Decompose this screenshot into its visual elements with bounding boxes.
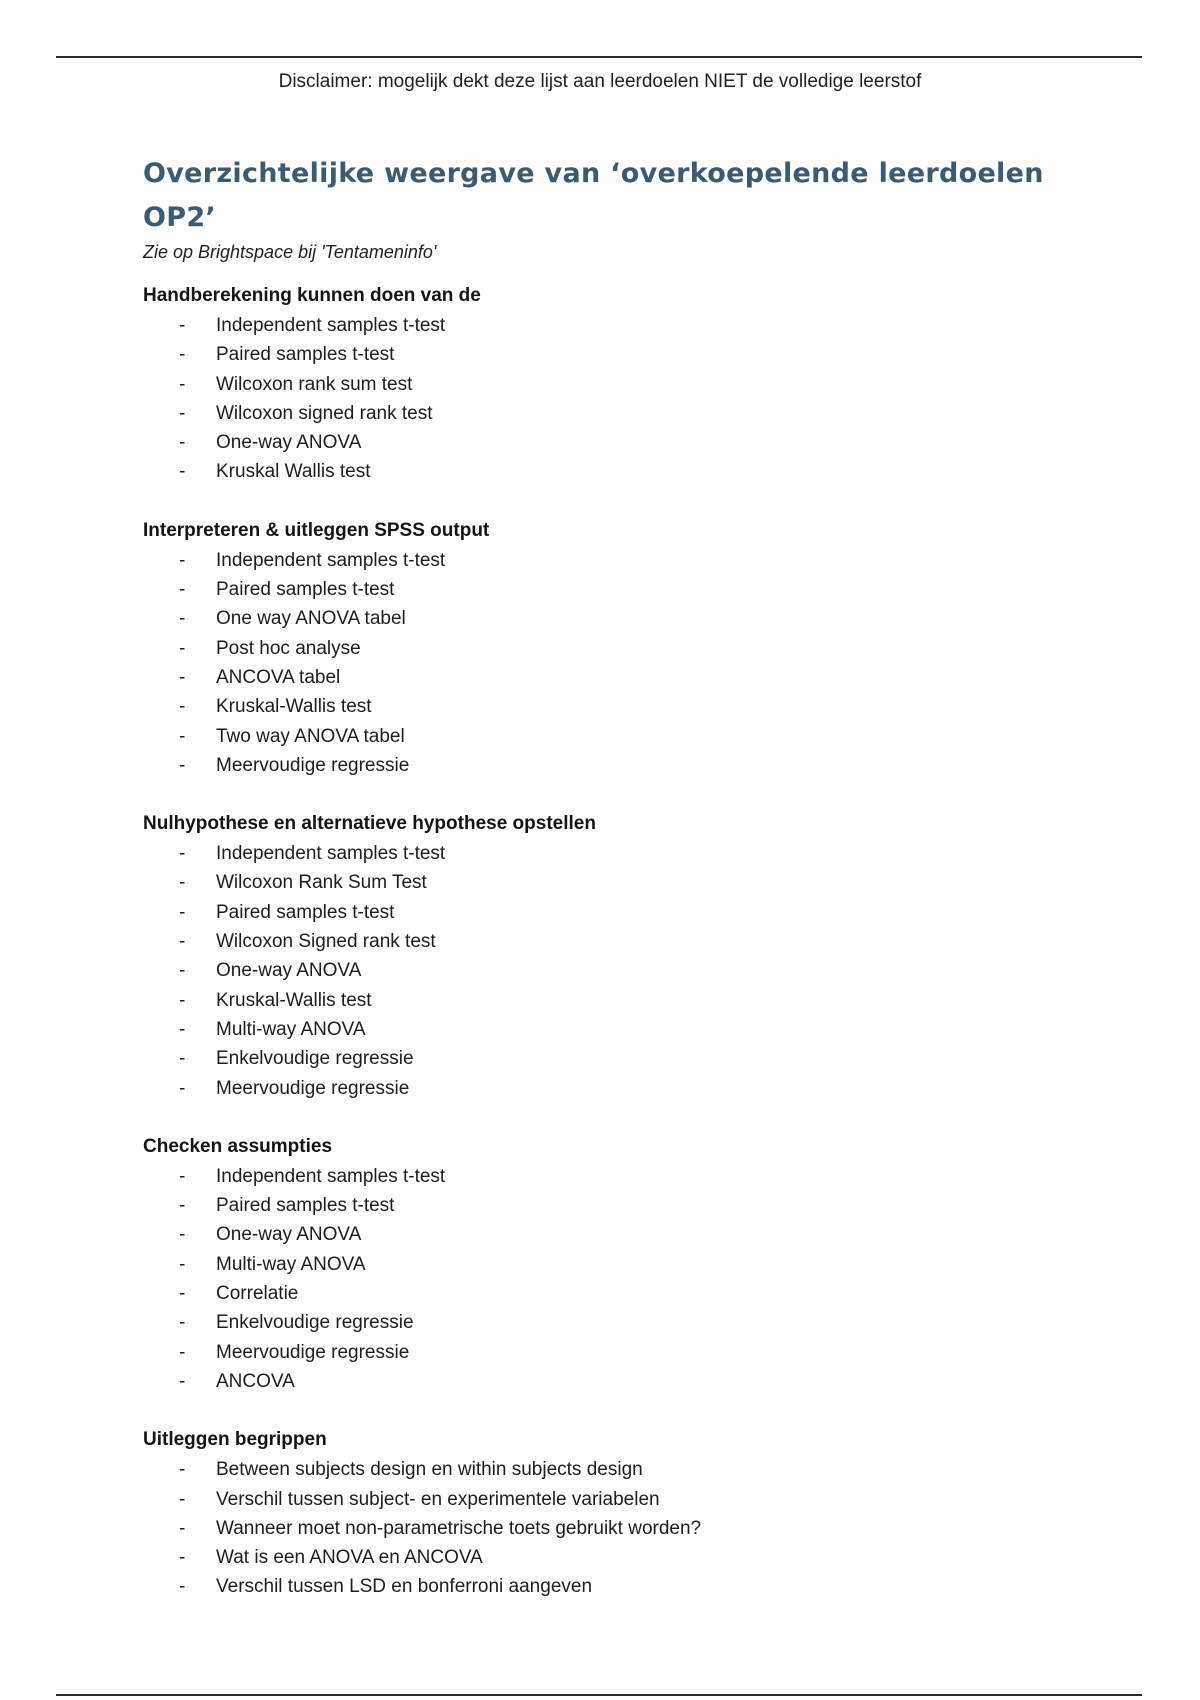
section xyxy=(143,516,1103,780)
bullet-list xyxy=(143,546,1103,780)
dash-bullet-icon: - xyxy=(179,579,186,601)
list-item-text: Wilcoxon signed rank test xyxy=(216,402,433,424)
list-item-text: Verschil tussen subject- en experimentele variabelen xyxy=(216,1488,660,1510)
dash-bullet-icon: - xyxy=(179,461,186,483)
bullet-list xyxy=(143,311,1103,487)
bullet-list xyxy=(143,1455,1103,1601)
list-item-text: Two way ANOVA tabel xyxy=(216,725,405,747)
bullet-list xyxy=(143,839,1103,1103)
section-heading: Nulhypothese en alternatieve hypothese opstellen xyxy=(143,813,596,835)
list-item-text: Multi-way ANOVA xyxy=(216,1018,366,1040)
list-item xyxy=(143,340,1103,369)
section-heading: Handberekening kunnen doen van de xyxy=(143,285,481,306)
dash-bullet-icon: - xyxy=(179,989,186,1011)
dash-bullet-icon: - xyxy=(179,1195,186,1217)
list-item xyxy=(143,634,1103,663)
list-item-text: Kruskal-Wallis test xyxy=(216,989,372,1011)
list-item-text: One-way ANOVA xyxy=(216,960,362,982)
bullet-list xyxy=(143,1162,1103,1396)
dash-bullet-icon: - xyxy=(179,960,186,982)
list-item xyxy=(143,692,1103,721)
list-item-text: Wilcoxon Rank Sum Test xyxy=(216,872,427,894)
list-item-text: Kruskal-Wallis test xyxy=(216,696,372,718)
dash-bullet-icon: - xyxy=(179,1018,186,1040)
list-item xyxy=(143,457,1103,486)
document-body xyxy=(143,152,1103,1602)
section xyxy=(143,809,1103,1103)
list-item-text: Meervoudige regressie xyxy=(216,1077,410,1099)
list-item xyxy=(143,751,1103,780)
list-item-text: Enkelvoudige regressie xyxy=(216,1048,414,1070)
list-item-text: Wilcoxon Signed rank test xyxy=(216,931,436,953)
list-item-text: Enkelvoudige regressie xyxy=(216,1312,414,1334)
list-item xyxy=(143,575,1103,604)
list-item xyxy=(143,1250,1103,1279)
list-item-text: Wanneer moet non-parametrische toets gebruikt worden? xyxy=(216,1517,702,1539)
list-item xyxy=(143,1455,1103,1484)
list-item xyxy=(143,1074,1103,1103)
list-item xyxy=(143,1044,1103,1073)
list-item xyxy=(143,428,1103,457)
section xyxy=(143,1425,1103,1601)
dash-bullet-icon: - xyxy=(179,1576,186,1598)
list-item-text: Post hoc analyse xyxy=(216,637,361,659)
list-item-text: Kruskal Wallis test xyxy=(216,461,371,483)
list-item xyxy=(143,1338,1103,1367)
dash-bullet-icon: - xyxy=(179,549,186,571)
list-item xyxy=(143,1162,1103,1191)
list-item xyxy=(143,1572,1103,1601)
header-rule xyxy=(56,56,1142,58)
list-item-text: Paired samples t-test xyxy=(216,901,395,923)
dash-bullet-icon: - xyxy=(179,344,186,366)
section-heading: Checken assumpties xyxy=(143,1135,333,1157)
list-item xyxy=(143,399,1103,428)
dash-bullet-icon: - xyxy=(179,1283,186,1305)
dash-bullet-icon: - xyxy=(179,725,186,747)
dash-bullet-icon: - xyxy=(179,402,186,424)
list-item xyxy=(143,370,1103,399)
list-item-text: ANCOVA xyxy=(216,1370,295,1392)
list-item-text: Independent samples t-test xyxy=(216,1165,446,1187)
list-item-text: Meervoudige regressie xyxy=(216,1341,410,1363)
dash-bullet-icon: - xyxy=(179,843,186,865)
section-heading: Interpreteren & uitleggen SPSS output xyxy=(143,519,490,541)
dash-bullet-icon: - xyxy=(179,315,186,336)
list-item xyxy=(143,1543,1103,1572)
dash-bullet-icon: - xyxy=(179,931,186,953)
dash-bullet-icon: - xyxy=(179,1488,186,1510)
section xyxy=(143,1132,1103,1396)
list-item xyxy=(143,663,1103,692)
section-heading: Uitleggen begrippen xyxy=(143,1429,327,1451)
list-item xyxy=(143,1220,1103,1249)
document-subtitle: Zie op Brightspace bij 'Tentameninfo' xyxy=(143,242,437,262)
list-item xyxy=(143,868,1103,897)
list-item xyxy=(143,839,1103,868)
list-item xyxy=(143,1514,1103,1543)
list-item-text: Independent samples t-test xyxy=(216,843,446,865)
dash-bullet-icon: - xyxy=(179,1370,186,1392)
dash-bullet-icon: - xyxy=(179,754,186,776)
list-item xyxy=(143,1485,1103,1514)
document-title: Overzichtelijke weergave van ‘overkoepelende leerdoelen OP2’ xyxy=(143,158,1044,233)
dash-bullet-icon: - xyxy=(179,666,186,688)
list-item-text: Multi-way ANOVA xyxy=(216,1253,366,1275)
list-item-text: Paired samples t-test xyxy=(216,1195,395,1217)
dash-bullet-icon: - xyxy=(179,1165,186,1187)
list-item xyxy=(143,546,1103,575)
dash-bullet-icon: - xyxy=(179,637,186,659)
list-item-text: Correlatie xyxy=(216,1283,299,1305)
dash-bullet-icon: - xyxy=(179,432,186,454)
list-item-text: Verschil tussen LSD en bonferroni aangeven xyxy=(216,1576,593,1598)
list-item xyxy=(143,1279,1103,1308)
list-item-text: Paired samples t-test xyxy=(216,344,395,366)
list-item xyxy=(143,1015,1103,1044)
list-item xyxy=(143,1308,1103,1337)
list-item-text: One-way ANOVA xyxy=(216,1224,362,1246)
list-item xyxy=(143,986,1103,1015)
footer-rule xyxy=(56,1694,1142,1696)
dash-bullet-icon: - xyxy=(179,901,186,923)
list-item-text: Meervoudige regressie xyxy=(216,754,410,776)
dash-bullet-icon: - xyxy=(179,1048,186,1070)
dash-bullet-icon: - xyxy=(179,872,186,894)
dash-bullet-icon: - xyxy=(179,1253,186,1275)
dash-bullet-icon: - xyxy=(179,1517,186,1539)
dash-bullet-icon: - xyxy=(179,608,186,630)
disclaimer-text: Disclaimer: mogelijk dekt deze lijst aan leerdoelen NIET de volledige leerstof xyxy=(278,71,922,92)
list-item xyxy=(143,898,1103,927)
dash-bullet-icon: - xyxy=(179,1077,186,1099)
list-item-text: Wilcoxon rank sum test xyxy=(216,373,413,395)
list-item-text: Independent samples t-test xyxy=(216,549,446,571)
list-item xyxy=(143,956,1103,985)
list-item-text: One way ANOVA tabel xyxy=(216,608,406,630)
dash-bullet-icon: - xyxy=(179,1547,186,1569)
list-item xyxy=(143,722,1103,751)
list-item-text: Between subjects design en within subjects design xyxy=(216,1459,643,1481)
list-item xyxy=(143,1367,1103,1396)
dash-bullet-icon: - xyxy=(179,1312,186,1334)
dash-bullet-icon: - xyxy=(179,1224,186,1246)
sections-container xyxy=(143,281,1103,1602)
section xyxy=(143,281,1103,487)
list-item xyxy=(143,604,1103,633)
dash-bullet-icon: - xyxy=(179,373,186,395)
dash-bullet-icon: - xyxy=(179,696,186,718)
list-item xyxy=(143,927,1103,956)
list-item-text: ANCOVA tabel xyxy=(216,666,341,688)
list-item xyxy=(143,1191,1103,1220)
list-item-text: Independent samples t-test xyxy=(216,315,446,336)
list-item-text: Paired samples t-test xyxy=(216,579,395,601)
list-item xyxy=(143,311,1103,340)
list-item-text: One-way ANOVA xyxy=(216,432,362,454)
dash-bullet-icon: - xyxy=(179,1459,186,1481)
list-item-text: Wat is een ANOVA en ANCOVA xyxy=(216,1547,483,1569)
dash-bullet-icon: - xyxy=(179,1341,186,1363)
